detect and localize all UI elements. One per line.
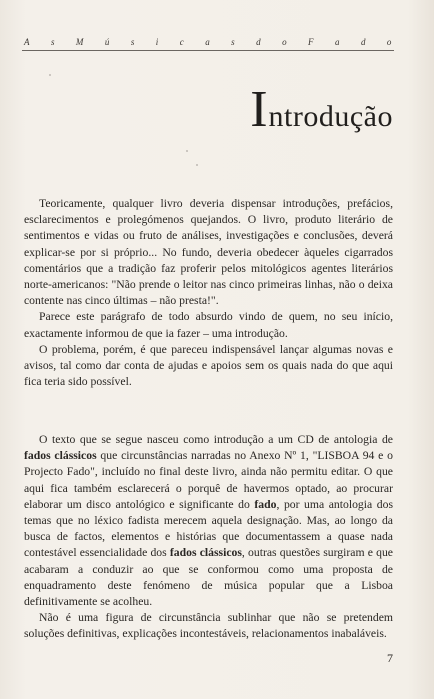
running-head-letter: s	[231, 37, 236, 47]
running-head-letter: i	[155, 37, 159, 47]
text-run: , por uma antologia dos temas que no léxico fadista merecem aquela designação. Mas, ao longo da busca de factos, elementos e histórias que documentassem a quase nada contestável essencialidade dos	[24, 497, 393, 560]
running-head-letter: a	[205, 37, 211, 47]
intro-block-1	[24, 196, 393, 390]
running-head-letter: M	[75, 37, 84, 47]
running-head-letter: d	[360, 37, 366, 47]
running-head-letter: o	[282, 37, 288, 47]
text-run: , outras questões surgiram e que acabaram a conduzir ao que se conformou como uma proposta de enquadramento deste fenómeno de música popular que a Lisboa definitivamente se acolheu.	[24, 546, 393, 609]
running-head-letter: F	[308, 37, 315, 47]
chapter-title-rest: ntrodução	[268, 100, 393, 133]
header-rule	[22, 50, 394, 51]
paper-speck	[49, 74, 51, 76]
running-head-letter: ú	[104, 37, 110, 47]
emphasis-term: fados clássicos	[24, 449, 97, 463]
running-head	[24, 37, 392, 47]
paragraph: Parece este parágrafo de todo absurdo vindo de quem, no seu início, exactamente informou de que ia fazer – uma introdução.	[24, 310, 393, 340]
text-run: que circunstâncias narradas no Anexo Nº 1, "LISBOA 94 e o Projecto Fado", incluído no final deste livro, ainda não permitu editar. O que aqui fica também esclarecerá o porquê de havermos optado, ao procurar elaborar um disco antológico e significante do	[24, 449, 393, 511]
emphasis-term: fados clássicos	[169, 546, 242, 560]
running-head-letter: a	[335, 37, 340, 47]
paper-speck	[196, 164, 198, 166]
running-head-letter: c	[179, 37, 185, 47]
paragraph: Teoricamente, qualquer livro deveria dispensar introduções, prefácios, esclarecimentos e prolegómenos quejandos. O livro, produto literário de sentimentos e vidas ou fruto de análises, investigações e conclusões, deverá explicar-se por si próprio... No fundo, deveria obedecer àqueles cigarrados comentários que a tradição faz proferir pelos mitológicos agentes literários norte-americanos: "Não prende o leitor nas cinco primeiras linhas, não o deixa contente nas cinco últimas – não presta!".	[24, 197, 393, 308]
text-run: O texto que se segue nasceu como introdução a um CD de antologia de	[39, 433, 393, 446]
running-head-letter: s	[50, 37, 55, 47]
running-head-letter: A	[24, 37, 30, 47]
emphasis-term: fado	[254, 497, 277, 511]
paragraph: O problema, porém, é que pareceu indispensável lançar algumas novas e avisos, tal como dar conta de ajudas e apoios sem os quais nada do que aqui fica teria sido possível.	[24, 342, 393, 389]
chapter-title	[250, 81, 393, 143]
paper-speck	[186, 150, 188, 152]
running-head-letter: s	[130, 37, 135, 47]
running-head-letter: d	[256, 37, 262, 47]
paragraph	[24, 432, 393, 610]
running-head-letter: o	[386, 37, 392, 47]
chapter-title-initial: I	[250, 81, 269, 138]
intro-block-2	[24, 432, 393, 643]
paragraph: Não é uma figura de circunstância sublinhar que não se pretendem soluções definitivas, explicações incontestáveis, relacionamentos inabaláveis.	[24, 611, 393, 641]
page-number: 7	[387, 651, 393, 665]
